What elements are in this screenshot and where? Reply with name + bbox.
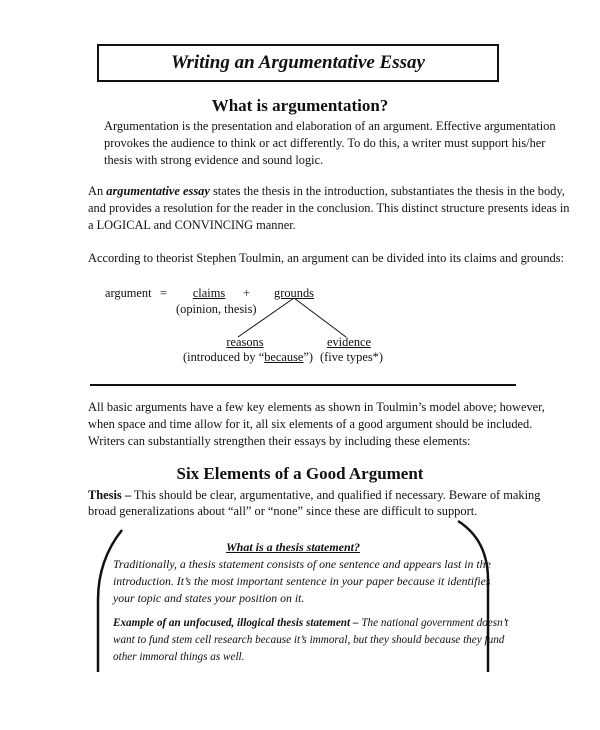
thesis-box-line-2: introduction. It’s the most important sentence in your paper because it identifies bbox=[113, 574, 491, 588]
thesis-box-line-3: your topic and states your position on it. bbox=[113, 591, 305, 605]
thesis-example-line-2: want to fund stem cell research because it’s immoral, but they should because they fund bbox=[113, 634, 505, 646]
because-word: because bbox=[264, 350, 304, 364]
essay-definition-prefix: An bbox=[88, 184, 107, 198]
argumentation-line-1: Argumentation is the presentation and elaboration of an argument. Effective argumentation bbox=[104, 119, 556, 133]
thesis-example-line-1 bbox=[113, 614, 508, 632]
section-heading-argumentation: What is argumentation? bbox=[211, 96, 389, 115]
thesis-box-line-1: Traditionally, a thesis statement consists of one sentence and appears last in the bbox=[113, 557, 491, 571]
section-heading-six-elements: Six Elements of a Good Argument bbox=[176, 464, 424, 483]
thesis-line-2: broad generalizations about “all” or “none” since these are difficult to support. bbox=[88, 504, 478, 518]
example-label: Example of an unfocused, illogical thesis statement – bbox=[113, 617, 359, 629]
diagram-evidence: evidence bbox=[326, 335, 372, 349]
example-text-1: The national government doesn’t bbox=[358, 617, 509, 629]
argumentation-line-3: thesis with strong evidence and sound logic. bbox=[104, 153, 324, 167]
thesis-box-heading: What is a thesis statement? bbox=[225, 540, 361, 554]
reasons-sub-prefix: (introduced by “ bbox=[183, 350, 265, 364]
reasons-sub-suffix: ”) bbox=[303, 350, 314, 364]
document-title-text: Writing an Argumentative Essay bbox=[171, 52, 425, 73]
thesis-label: Thesis – bbox=[88, 488, 132, 502]
diagram-reasons: reasons bbox=[226, 335, 264, 349]
elements-intro-line-3: Writers can substantially strengthen their essays by including these elements: bbox=[88, 434, 471, 448]
argumentation-line-2: provokes the audience to think or act differently. To do this, a writer must support his/her bbox=[104, 136, 546, 150]
thesis-text-1: This should be clear, argumentative, and qualified if necessary. Beware of making bbox=[131, 488, 541, 502]
toulmin-intro: According to theorist Stephen Toulmin, an argument can be divided into its claims and grounds: bbox=[88, 251, 564, 265]
diagram-claims-sub: (opinion, thesis) bbox=[176, 302, 257, 316]
essay-definition-line-2: and provides a resolution for the reader in the conclusion. This distinct structure presents ideas in bbox=[88, 201, 570, 215]
essay-definition-line-3: a LOGICAL and CONVINCING manner. bbox=[88, 218, 296, 232]
diagram-argument-label: argument bbox=[105, 286, 152, 300]
diagram-plus: + bbox=[243, 286, 250, 300]
thesis-example-line-3: other immoral things as well. bbox=[113, 651, 245, 663]
diagram-grounds: grounds bbox=[274, 286, 314, 300]
elements-intro-line-1: All basic arguments have a few key elements as shown in Toulmin’s model above; however, bbox=[88, 400, 545, 414]
elements-intro-line-2: when space and time allow for it, all six elements of a good argument should be included. bbox=[88, 417, 533, 431]
diagram-equals: = bbox=[160, 286, 167, 300]
diagram-claims: claims bbox=[192, 286, 226, 300]
diagram-evidence-sub: (five types*) bbox=[320, 350, 383, 364]
essay-definition-rest: states the thesis in the introduction, substantiates the thesis in the body, bbox=[209, 184, 565, 198]
argumentative-essay-term: argumentative essay bbox=[106, 184, 210, 198]
